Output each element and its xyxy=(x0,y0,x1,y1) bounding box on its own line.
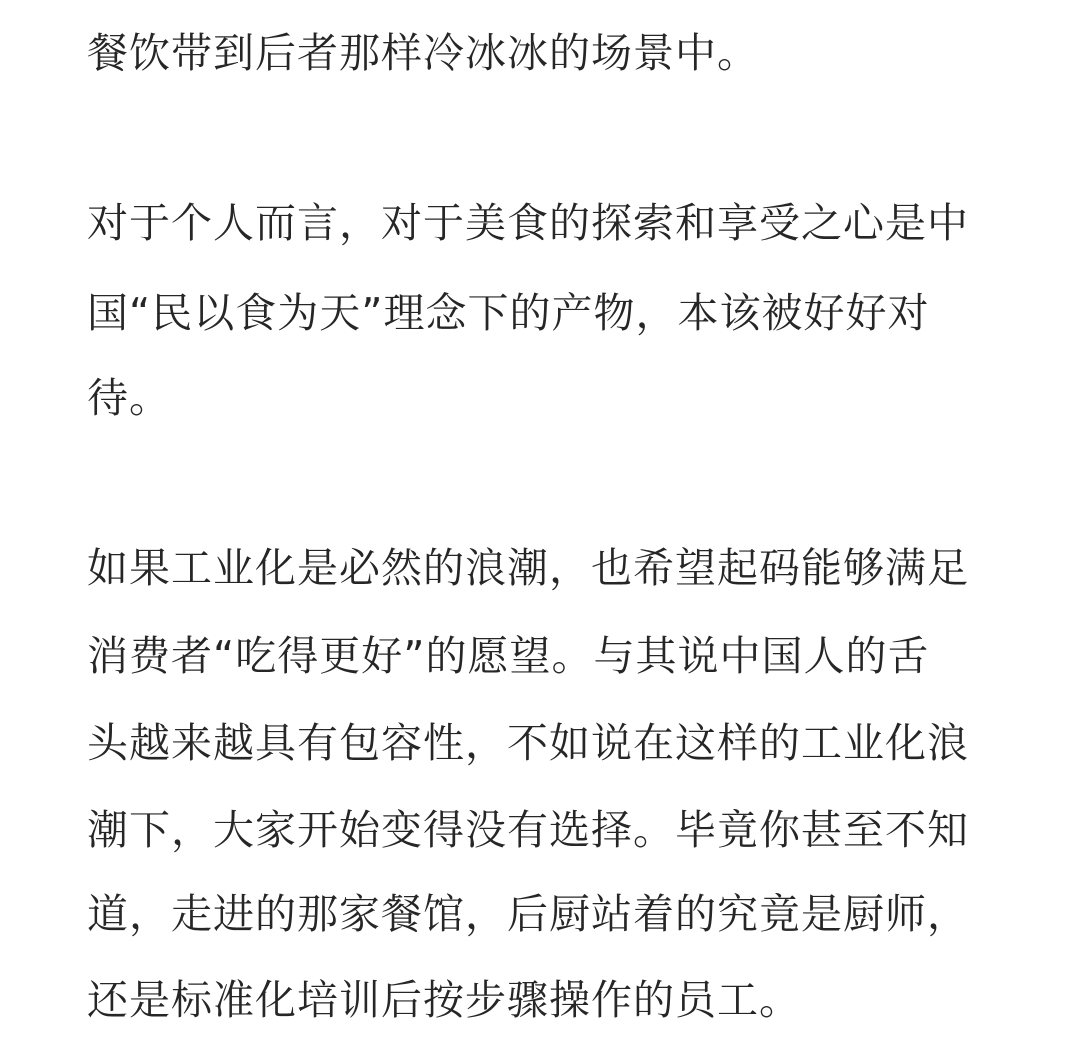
text-line: 道，走进的那家餐馆，后厨站着的究竟是厨师， xyxy=(87,890,969,938)
text-line: 国“民以食为天”理念下的产物，本该被好好对 xyxy=(87,289,930,337)
text-line: 待。 xyxy=(87,374,171,422)
text-line: 如果工业化是必然的浪潮，也希望起码能够满足 xyxy=(87,544,969,592)
text-line: 消费者“吃得更好”的愿望。与其说中国人的舌 xyxy=(87,632,930,680)
text-line: 还是标准化培训后按步骤操作的员工。 xyxy=(87,976,801,1024)
text-line: 对于个人而言，对于美食的探索和享受之心是中 xyxy=(87,199,969,247)
text-line: 潮下，大家开始变得没有选择。毕竟你甚至不知 xyxy=(87,806,969,854)
text-line: 头越来越具有包容性，不如说在这样的工业化浪 xyxy=(87,719,969,767)
text-line: 餐饮带到后者那样冷冰冰的场景中。 xyxy=(87,29,759,77)
